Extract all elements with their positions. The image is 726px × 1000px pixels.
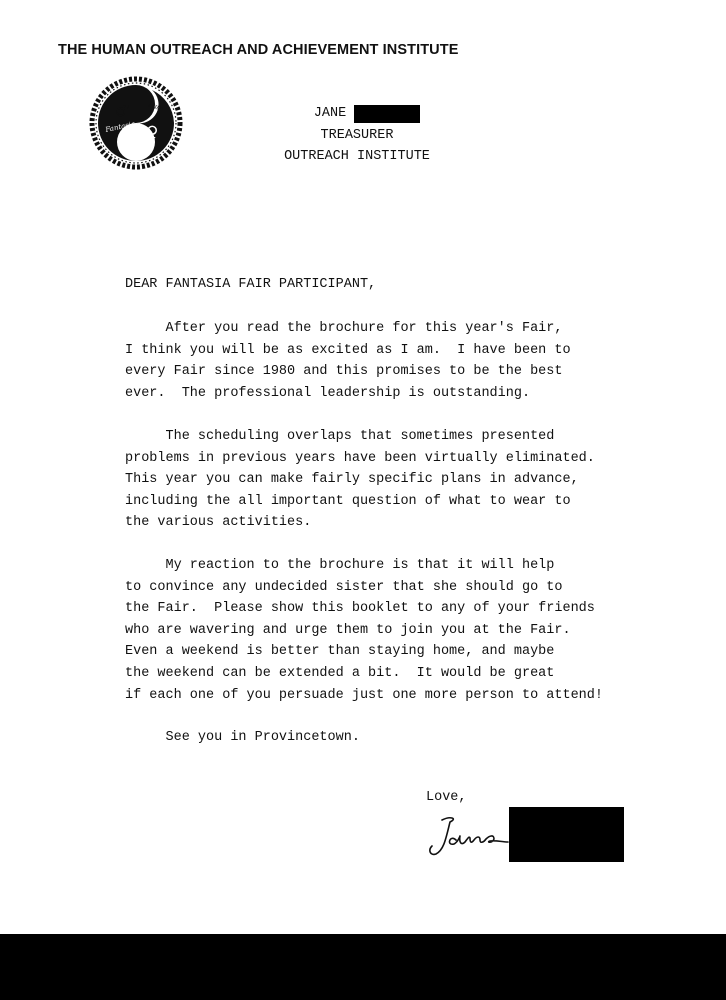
sender-block	[262, 103, 452, 168]
organization-heading: THE HUMAN OUTREACH AND ACHIEVEMENT INSTITUTE	[58, 42, 459, 58]
redaction-bar	[354, 105, 420, 123]
fantasia-fair-emblem	[82, 76, 190, 170]
emblem-text-fantasia: Fantasia	[104, 119, 136, 134]
sender-organization: OUTREACH INSTITUTE	[284, 149, 430, 164]
handwritten-signature	[428, 812, 512, 860]
emblem-text-fair: Fair	[147, 100, 164, 113]
emblem-male-symbol-icon: ♂	[115, 101, 130, 120]
paragraph-4: See you in Provincetown.	[125, 730, 360, 745]
signature-redaction-bar	[509, 807, 624, 862]
closing: Love,	[426, 790, 467, 805]
emblem-female-symbol-icon: ♀	[146, 123, 159, 143]
sender-name: JANE	[313, 106, 347, 121]
sender-title: TREASURER	[320, 127, 394, 143]
letter-body	[125, 274, 645, 745]
paragraph-1: After you read the brochure for this year's Fair, I think you will be as excited as I am. I have been to every Fair since 1980 and this promises to be the best ever. The professional leadership is outstanding.	[125, 321, 571, 401]
paragraph-3: My reaction to the brochure is that it will help to convince any undecided sister that she should go to the Fair. Please show this booklet to any of your friends who are wavering and urge them to join you at the Fair. Even a weekend is better than staying home, and maybe the weekend can be extended a bit. It would be great if each one of you persuade just one more person to attend!	[125, 558, 603, 703]
salutation: DEAR FANTASIA FAIR PARTICIPANT,	[125, 277, 377, 292]
sender-name-row	[282, 103, 452, 125]
scan-bottom-border	[0, 934, 726, 1000]
paragraph-2: The scheduling overlaps that sometimes presented problems in previous years have been virtually eliminated. This year you can make fairly specific plans in advance, including the all important question of what to wear to the various activities.	[125, 429, 595, 531]
